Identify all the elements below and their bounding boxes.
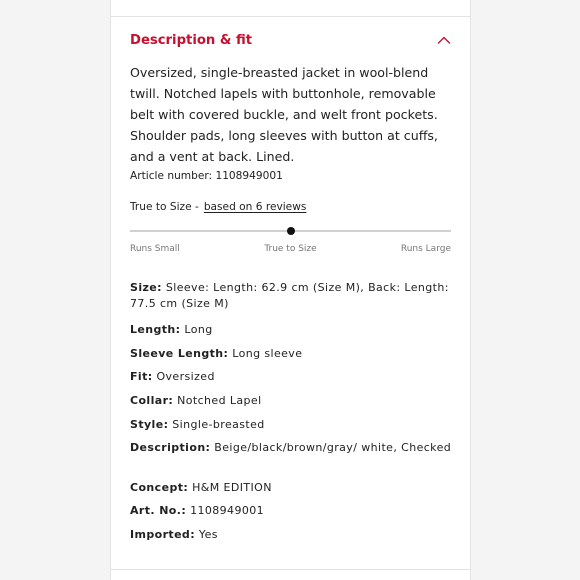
fit-label-runs-small: Runs Small: [130, 244, 180, 254]
attribute-value: Long: [184, 323, 213, 336]
attribute-key: Description:: [130, 441, 211, 454]
attribute-key: Concept:: [130, 481, 189, 494]
description-fit-accordion-toggle[interactable]: [130, 28, 451, 52]
fit-summary: [130, 201, 306, 213]
attribute-value: H&M EDITION: [192, 481, 272, 494]
article-number: Article number: 1108949001: [130, 170, 283, 182]
attribute-row: [130, 417, 460, 433]
product-details-panel: [110, 0, 471, 580]
attribute-value: Oversized: [156, 370, 215, 383]
attribute-value: Single-breasted: [172, 418, 265, 431]
accordion-title: Description & fit: [130, 32, 253, 48]
attribute-row: [130, 503, 460, 519]
attribute-row: [130, 480, 460, 496]
fit-label: True to Size -: [130, 201, 199, 213]
fit-scale: [130, 224, 451, 238]
attribute-value: 1108949001: [190, 504, 265, 517]
fit-scale-marker: [287, 227, 295, 235]
attribute-key: Sleeve Length:: [130, 347, 229, 360]
attribute-row: [130, 346, 460, 362]
fit-label-true-to-size: True to Size: [264, 244, 317, 254]
attribute-row: [130, 393, 460, 409]
attribute-value: Beige/black/brown/gray/ white, Checked: [214, 441, 452, 454]
attribute-row: [130, 322, 460, 338]
attribute-row: [130, 440, 460, 456]
attribute-value: Notched Lapel: [177, 394, 262, 407]
attribute-key: Collar:: [130, 394, 174, 407]
attribute-value: Sleeve: Length: 62.9 cm (Size M), Back: Length: 77.5 cm (Size M): [130, 281, 449, 310]
reviews-link[interactable]: based on 6 reviews: [203, 201, 307, 213]
attribute-key: Length:: [130, 323, 181, 336]
attribute-row: [130, 369, 460, 385]
attribute-key: Imported:: [130, 528, 196, 541]
attribute-key: Fit:: [130, 370, 153, 383]
attribute-row: [130, 280, 460, 312]
fit-label-runs-large: Runs Large: [400, 244, 451, 254]
attribute-key: Size:: [130, 281, 162, 294]
attribute-value: Long sleeve: [232, 347, 303, 360]
attribute-key: Style:: [130, 418, 169, 431]
product-description: Oversized, single-breasted jacket in wool-blend twill. Notched lapels with buttonhole, removable belt with covered buckle, and welt front pockets. Shoulder pads, long sleeves with button at cuffs, and a vent at back. Lined.: [130, 65, 438, 164]
chevron-up-icon[interactable]: [437, 35, 451, 45]
attribute-value: Yes: [198, 528, 218, 541]
attribute-row: [130, 527, 460, 543]
attribute-key: Art. No.:: [130, 504, 187, 517]
bottom-divider: [111, 569, 470, 570]
top-divider: [111, 16, 470, 17]
